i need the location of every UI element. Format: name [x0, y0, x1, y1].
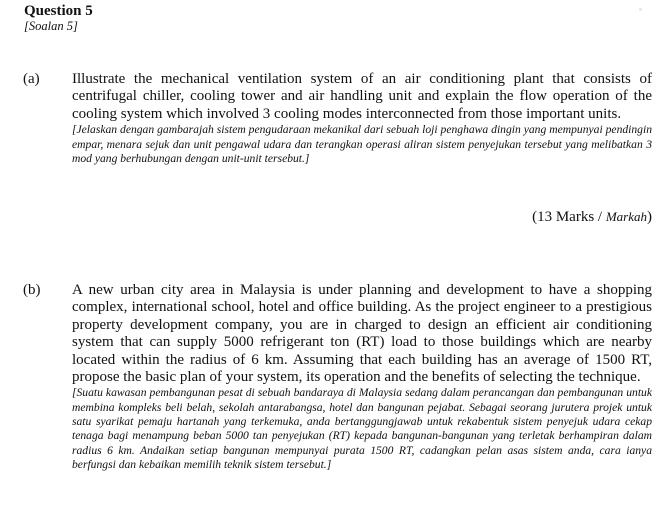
part-b-english-text: A new urban city area in Malaysia is under planning and development to have a shopping complex, international school, hotel and office building. As the project engineer to a prestigious property development company, you are in charged to design an efficient air conditioning system that can supply 5000 refrigerant ton (RT) load to those buildings which are nearby located within the radius of 6 km. Assuming that each building has an average of 1500 RT, propose the basic plan of your system, its operation and the benefits of selecting the technique.: [72, 282, 652, 386]
part-b-label: (b): [23, 282, 41, 298]
part-b-malay-text: [Suatu kawasan pembangunan pesat di sebuah bandaraya di Malaysia sedang dalam perancangan dan pembangunan untuk membina kompleks beli belah, sekolah antarabangsa, hotel dan bangunan pejabat. Sebagai seorang jurutera projek untuk satu syarikat pemaju hartanah yang terkemuka, anda bertanggungjawab untuk rekabentuk sistem penyejuk udara cekap tenaga bagi menampung beban 5000 tan penyejukan (RT) kepada bangunan-bangunan yang terletak berhampiran dalam radius 6 km. Andaikan setiap bangunan mempunyai purata 1500 RT, cadangkan pelan asas sistem anda, cara ianya berfungsi dan kebaikan memilih teknik sistem tersebut.]: [72, 386, 652, 471]
part-a-label: (a): [23, 71, 40, 87]
marks-malay-word: Markah: [605, 209, 647, 224]
part-a-marks: [532, 208, 652, 226]
part-a-body: [72, 71, 652, 166]
page-speck: [639, 8, 642, 11]
question-title: Question 5: [24, 3, 93, 19]
part-b-body: [72, 282, 652, 472]
question-subtitle: [Soalan 5]: [24, 19, 78, 33]
marks-prefix: (13 Marks /: [532, 209, 606, 225]
marks-suffix: ): [647, 209, 652, 225]
part-a-malay-text: [Jelaskan dengan gambarajah sistem pengudaraan mekanikal dari sebuah loji penghawa dingin yang mempunyai pendingin empar, menara sejuk dan unit pengawal udara dan terangkan operasi aliran sistem penyejukan tersebut yang melibatkan 3 mod yang berhubungan dengan unit-unit tersebut.]: [72, 123, 652, 165]
part-a-english-text: Illustrate the mechanical ventilation system of an air conditioning plant that consists of centrifugal chiller, cooling tower and air handling unit and explain the flow operation of the cooling system which involved 3 cooling modes interconnected from those important units.: [72, 71, 652, 122]
